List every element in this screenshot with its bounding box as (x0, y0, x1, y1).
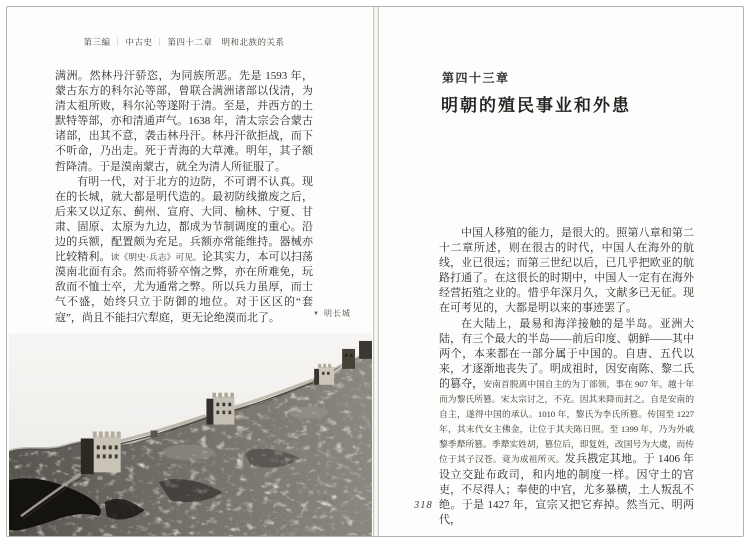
chapter-title: 明朝的殖民事业和外患 (441, 96, 631, 115)
header-divider: ｜ (113, 37, 123, 47)
paragraph (55, 69, 313, 175)
body-text: 有明一代，对于北方的边防，不可谓不认真。现在的长城，就大都是明代造的。最初防线撤废之后，后来又以辽东、蓟州、宣府、大同、榆林、宁夏、甘肃、固原、太原为九边，都成为节制调度的重心。沿边的兵额，配置颇为充足。兵额亦常能维持。器械亦比较精利。 (55, 175, 313, 264)
paragraph (55, 175, 313, 326)
body-text: 论其实力，本可以扫荡漠南北面有余。然而将骄卒惰之弊，亦在所难免，玩敌而不恤士卒，尤为通常之弊。所以兵力虽厚，而士气不盛，始终只立于防御的地位。对于区区的“套寇”，尚且不能扫穴犁庭，更无论绝漠而北了。 (55, 251, 313, 324)
great-wall-photo (9, 333, 372, 536)
inline-note-text: 读《明史·兵志》可见。 (110, 252, 202, 263)
header-part: 第三编 (83, 37, 111, 47)
photo-caption (313, 308, 351, 319)
left-page (7, 7, 373, 536)
chapter-number: 第四十三章 (442, 71, 510, 85)
body-text: 满洲。然林丹汗骄恣，为同族所恶。先是 1593 年，蒙古东方的科尔沁等部，曾联合满洲诸部以伐清，为清太祖所败，科尔沁等遂附于清。至是，并西方的土默特等部，亦和清通声气。1638 年，清太宗会合蒙古诸部，出其不意，袭击林丹汗。林丹汗欲拒战，而下不听命，乃出走。死于青海的大草滩。明年，其子额哲降清。于是漠南蒙古，就全为清人所征服了。 (55, 70, 313, 173)
caption-triangle-icon: ▼ (313, 311, 320, 317)
header-section: 中古史 (125, 37, 153, 47)
great-wall-illustration (9, 333, 372, 536)
page-number: 318 (414, 500, 433, 511)
header-divider: ｜ (155, 37, 165, 47)
right-body (439, 226, 694, 528)
left-body (55, 69, 313, 326)
body-text: 在大陆上，最易和海洋接触的是半岛。亚洲大陆，有三个最大的半岛——前后印度、朝鲜——其中两个，本来都在一部分属于中国的。自唐、五代以来，才逐渐地丧失了。明成祖时，因安南陈、黎二氏的篡夺， (439, 317, 694, 390)
body-text: 中国人移殖的能力，是很大的。照第八章和第二十二章所述，则在很古的时代，中国人在海外的航线，业已很远；而第三世纪以后，已几乎把欧亚的航路打通了。在这很长的时期中，中国人一定有在海外经营拓殖之业的。惜乎年深月久，文献多已无征。现在可考见的，大都是明以来的事迹罢了。 (439, 227, 694, 315)
header-chapter: 第四十二章 明和北族的关系 (167, 37, 285, 47)
paragraph (439, 317, 694, 528)
running-header (55, 36, 313, 48)
inline-note-text: 安南首脱离中国自主的为丁部领，事在 907 年。越十年而为黎氏所篡。宋太宗讨之，不克。因其来降而封之。自是安南的自主，遂得中国的承认。1010 年，黎氏为李氏所篡。传国至 1227 年，其末代女主佛金，让位于其夫陈日照。至 1399 年，乃为外戚黎季犛所篡。季犛实姓胡，篡位后，即复姓，改国号为大虞，而传位于其子汉苍。竟为成祖所灭。 (439, 378, 695, 465)
paragraph (439, 226, 694, 317)
body-text: 发兵戡定其地。于 1406 年设立交趾布政司，和内地的制度一样。因守土的官吏，不尽得人；奉使的中官，尤多暴横，土人叛乱不绝。于是 1427 年，宣宗又把它弃掉。然当元、明两代， (439, 453, 694, 526)
book-spread (6, 6, 744, 537)
right-page (379, 7, 742, 536)
photo-caption-label: 明长城 (324, 309, 351, 318)
